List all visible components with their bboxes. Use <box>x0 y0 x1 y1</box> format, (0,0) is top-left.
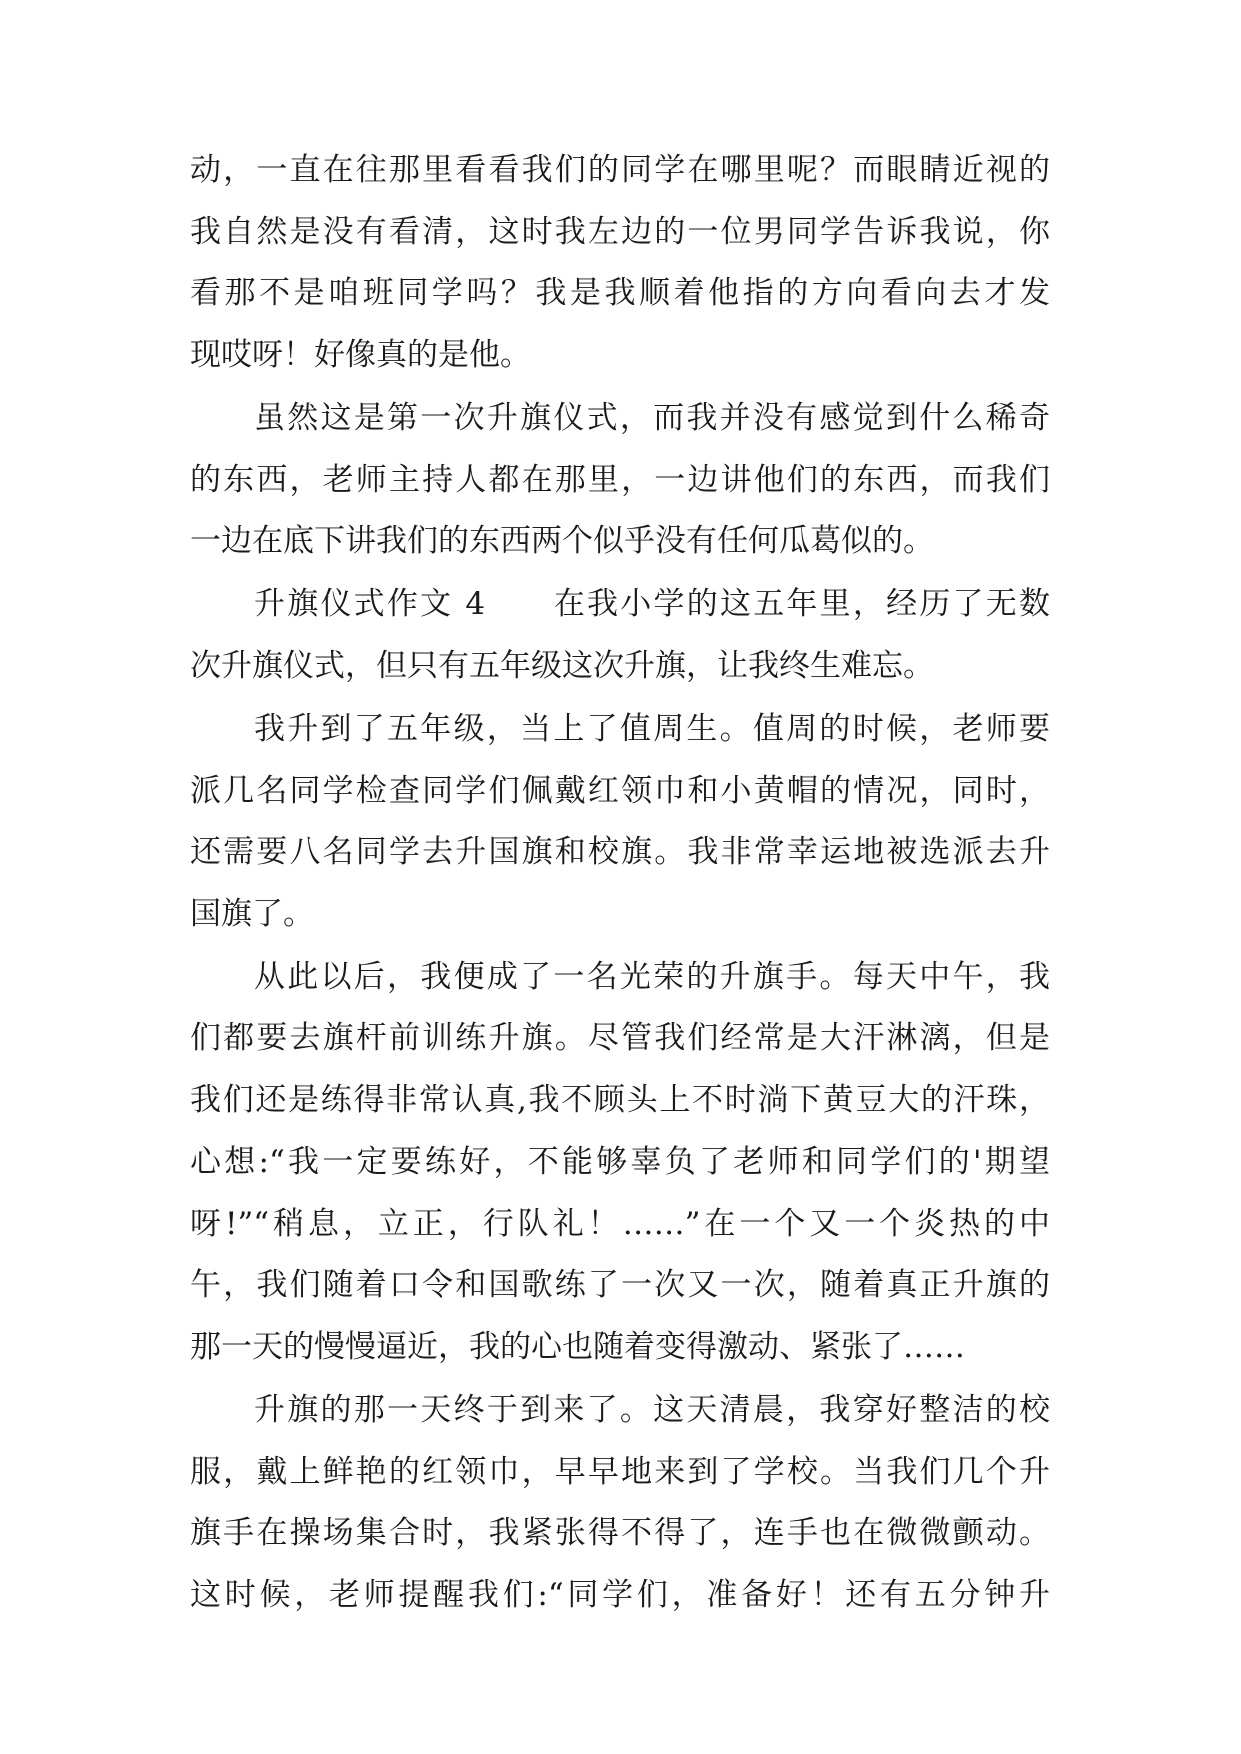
text-line: 派几名同学检查同学们佩戴红领巾和小黄帽的情况，同时， <box>190 773 1050 809</box>
text-line: 那一天的慢慢逼近，我的心也随着变得激动、紧张了…… <box>190 1329 965 1365</box>
text-line: 动，一直在往那里看看我们的同学在哪里呢？而眼睛近视的 <box>190 152 1050 188</box>
text-line: 的东西，老师主持人都在那里，一边讲他们的东西，而我们 <box>190 462 1050 498</box>
text-line: 心想:“我一定要练好，不能够辜负了老师和同学们的'期望 <box>190 1144 1050 1180</box>
text-line: 看那不是咱班同学吗？我是我顺着他指的方向看向去才发 <box>190 275 1050 311</box>
text-line: 我们还是练得非常认真,我不顾头上不时淌下黄豆大的汗珠， <box>190 1082 1050 1118</box>
paragraph-first-line: 虽然这是第一次升旗仪式，而我并没有感觉到什么稀奇 <box>254 400 1050 436</box>
text-line: 还需要八名同学去升国旗和校旗。我非常幸运地被选派去升 <box>190 834 1050 870</box>
text-line: 们都要去旗杆前训练升旗。尽管我们经常是大汗淋漓，但是 <box>190 1020 1050 1056</box>
text-line: 我自然是没有看清，这时我左边的一位男同学告诉我说，你 <box>190 214 1050 250</box>
text-line: 这时候，老师提醒我们:“同学们，准备好！还有五分钟升 <box>190 1577 1050 1613</box>
text-line: 次升旗仪式，但只有五年级这次升旗，让我终生难忘。 <box>190 648 934 684</box>
text-line: 国旗了。 <box>190 896 314 932</box>
text-line: 现哎呀！好像真的是他。 <box>190 337 531 373</box>
paragraph-first-line: 我升到了五年级，当上了值周生。值周的时候，老师要 <box>254 711 1050 747</box>
paragraph-first-line: 从此以后，我便成了一名光荣的升旗手。每天中午，我 <box>254 959 1050 995</box>
text-line: 午，我们随着口令和国歌练了一次又一次，随着真正升旗的 <box>190 1267 1050 1303</box>
text-line: 旗手在操场集合时，我紧张得不得了，连手也在微微颤动。 <box>190 1515 1050 1551</box>
paragraph-first-line: 升旗仪式作文 4 在我小学的这五年里，经历了无数 <box>254 586 1050 622</box>
text-line: 一边在底下讲我们的东西两个似乎没有任何瓜葛似的。 <box>190 523 934 559</box>
text-line: 呀!”“稍息，立正，行队礼！……”在一个又一个炎热的中 <box>190 1206 1050 1242</box>
text-line: 服，戴上鲜艳的红领巾，早早地来到了学校。当我们几个升 <box>190 1454 1050 1490</box>
paragraph-first-line: 升旗的那一天终于到来了。这天清晨，我穿好整洁的校 <box>254 1392 1050 1428</box>
